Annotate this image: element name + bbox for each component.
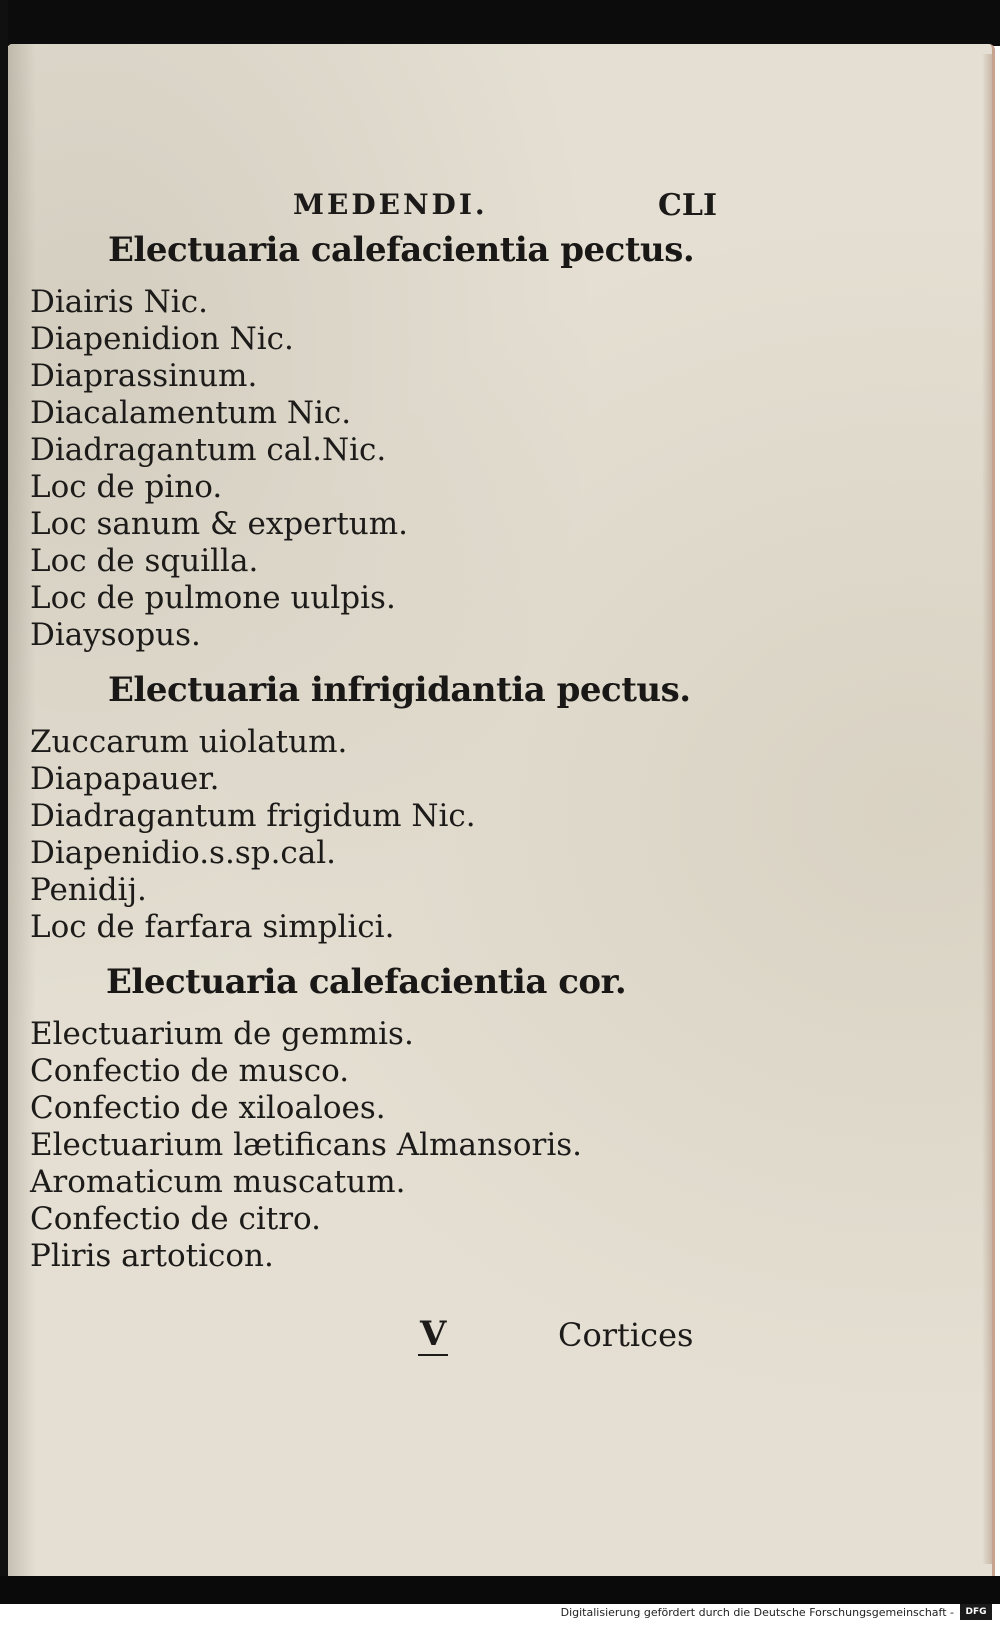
scan-bottom-border	[0, 1576, 1000, 1604]
list-item: Diadragantum cal.Nic.	[30, 432, 387, 468]
list-item: Loc de farfara simplici.	[30, 909, 395, 945]
section-heading-infrigidantia-pectus: Electuaria infrigidantia pectus.	[108, 670, 691, 710]
list-item: Diapapauer.	[30, 761, 220, 797]
list-item: Loc sanum & expertum.	[30, 506, 408, 542]
list-item: Loc de pulmone uulpis.	[30, 580, 396, 616]
list-item: Confectio de musco.	[30, 1053, 350, 1089]
dfg-logo: DFG	[960, 1604, 992, 1620]
list-item: Diadragantum frigidum Nic.	[30, 798, 476, 834]
list-item: Confectio de citro.	[30, 1201, 321, 1237]
list-item: Pliris artoticon.	[30, 1238, 274, 1274]
entry-list-calefacientia-pectus	[30, 284, 408, 654]
list-item: Diapenidio.s.sp.cal.	[30, 835, 337, 871]
section-heading-calefacientia-pectus: Electuaria calefacientia pectus.	[108, 230, 695, 270]
scan-left-border	[0, 0, 8, 1600]
catchword: Cortices	[558, 1316, 694, 1354]
list-item: Electuarium de gemmis.	[30, 1016, 414, 1052]
list-item: Diaysopus.	[30, 617, 201, 653]
list-item: Loc de pino.	[30, 469, 223, 505]
list-item: Electuarium lætificans Almansoris.	[30, 1127, 582, 1163]
list-item: Aromaticum muscatum.	[30, 1164, 406, 1200]
section-heading-calefacientia-cor: Electuaria calefacientia cor.	[106, 962, 627, 1002]
digitization-credit: Digitalisierung gefördert durch die Deutsche Forschungsgemeinschaft -	[560, 1606, 954, 1619]
book-page	[8, 44, 995, 1578]
running-head: MEDENDI.	[293, 188, 488, 221]
list-item: Diairis Nic.	[30, 284, 208, 320]
entry-list-calefacientia-cor	[30, 1016, 582, 1275]
entry-list-infrigidantia-pectus	[30, 724, 476, 946]
list-item: Diapenidion Nic.	[30, 321, 294, 357]
list-item: Zuccarum uiolatum.	[30, 724, 348, 760]
folio-number: CLI	[658, 188, 718, 223]
list-item: Diaprassinum.	[30, 358, 258, 394]
list-item: Confectio de xiloaloes.	[30, 1090, 386, 1126]
list-item: Penidij.	[30, 872, 147, 908]
list-item: Loc de squilla.	[30, 543, 259, 579]
page-footer	[8, 1314, 992, 1364]
scan-top-border	[0, 0, 1000, 46]
signature-mark: V	[420, 1314, 447, 1354]
list-item: Diacalamentum Nic.	[30, 395, 352, 431]
